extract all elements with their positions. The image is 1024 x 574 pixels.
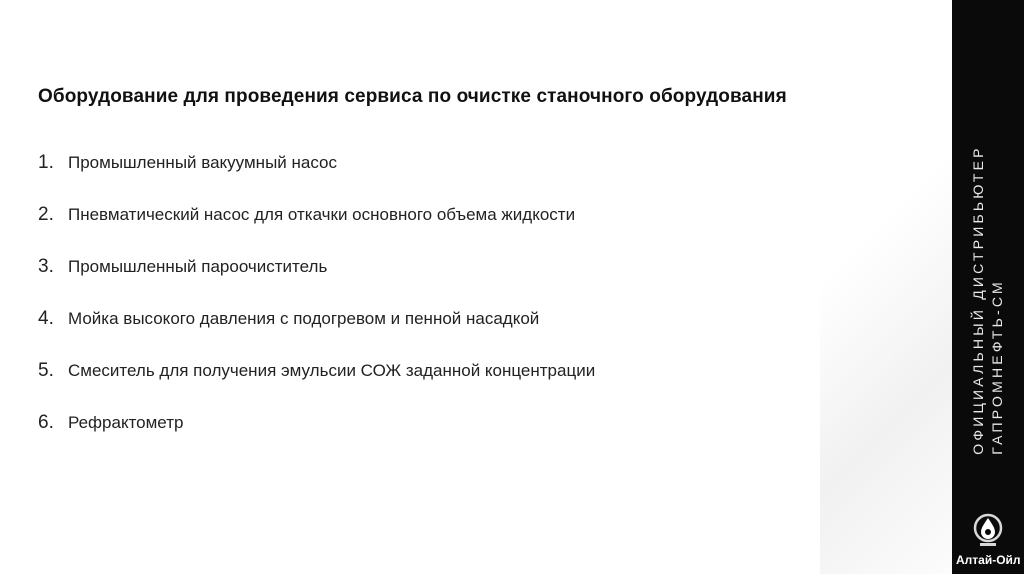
corner-shade bbox=[820, 0, 952, 574]
list-item-number: 2. bbox=[38, 204, 54, 225]
list-item-number: 4. bbox=[38, 308, 54, 329]
distributor-caption bbox=[969, 145, 1007, 454]
list-item-number: 6. bbox=[38, 412, 54, 433]
company-logo bbox=[952, 506, 1024, 574]
slide-title: Оборудование для проведения сервиса по очистке станочного оборудования bbox=[38, 86, 787, 107]
list-item-number: 5. bbox=[38, 360, 54, 381]
list-item-number: 3. bbox=[38, 256, 54, 277]
distributor-line-2: ГАПРОМНЕФТЬ-СМ bbox=[989, 279, 1005, 455]
list-item-text: Рефрактометр bbox=[68, 413, 184, 432]
list-item bbox=[38, 202, 595, 254]
list-item-number: 1. bbox=[38, 152, 54, 173]
logo-text: Алтай-Ойл bbox=[956, 553, 1021, 567]
list-item-text: Смеситель для получения эмульсии СОЖ заданной концентрации bbox=[68, 361, 596, 380]
distributor-line-1: ОФИЦИАЛЬНЫЙ ДИСТРИБЬЮТЕР bbox=[970, 145, 986, 455]
list-item-text: Промышленный пароочиститель bbox=[68, 257, 328, 276]
list-item-text: Пневматический насос для откачки основного объема жидкости bbox=[68, 205, 576, 224]
list-item bbox=[38, 254, 595, 306]
list-item-text: Мойка высокого давления с подогревом и пенной насадкой bbox=[68, 309, 540, 328]
brand-sidebar bbox=[952, 0, 1024, 574]
list-item bbox=[38, 150, 595, 202]
equipment-list bbox=[38, 150, 595, 462]
list-item bbox=[38, 358, 595, 410]
list-item bbox=[38, 306, 595, 358]
list-item-text: Промышленный вакуумный насос bbox=[68, 153, 337, 172]
oil-drop-logo-icon bbox=[970, 510, 1006, 550]
list-item bbox=[38, 410, 595, 462]
